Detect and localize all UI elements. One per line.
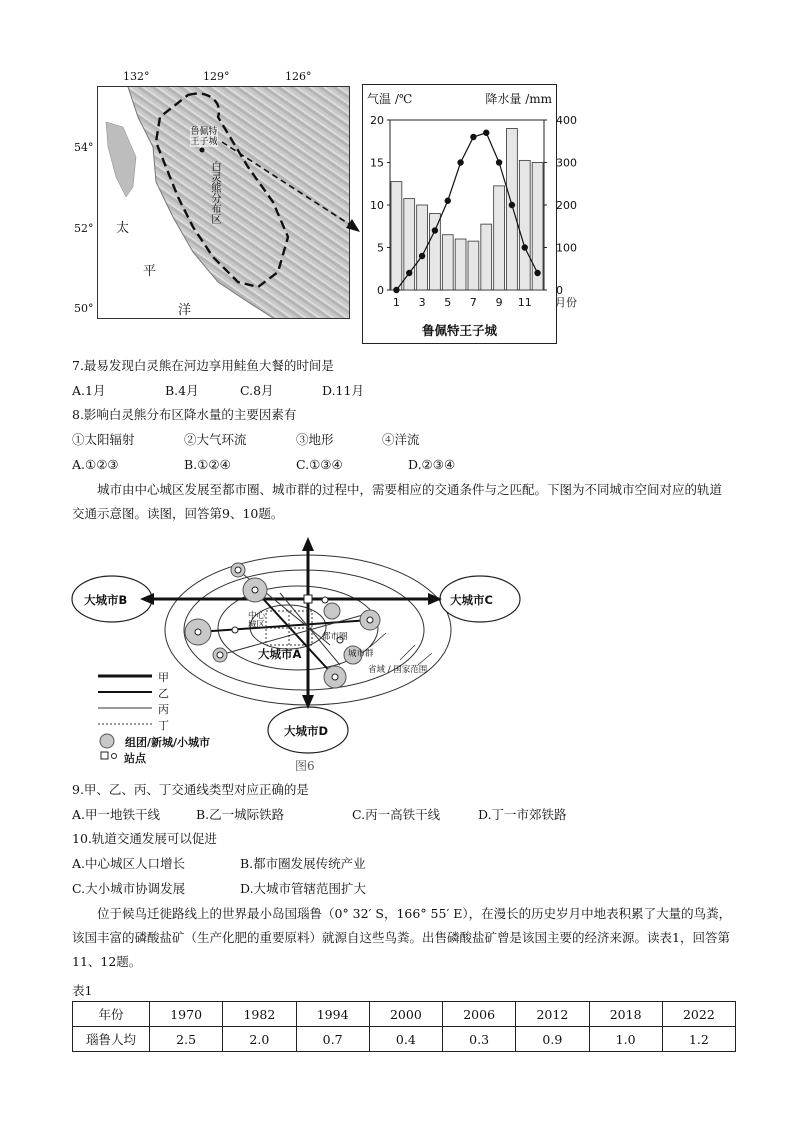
station-dot: [217, 652, 223, 658]
y-right-tick-label: 100: [556, 241, 577, 255]
region-label: 白灵熊分布区: [210, 161, 222, 224]
city-b-label: 大城市B: [84, 593, 128, 607]
q8-factor-4: ④洋流: [382, 432, 420, 447]
temperature-point: [432, 227, 438, 233]
q8-option-c[interactable]: C.①③④: [296, 457, 343, 472]
header-label-cell: 年份: [73, 1002, 150, 1027]
station-square: [304, 595, 312, 603]
q7-option-c[interactable]: C.8月: [240, 383, 274, 398]
lon-label-132: 132°: [123, 70, 150, 83]
x-tick-label: 11: [517, 296, 532, 309]
precip-bar: [391, 182, 402, 290]
pointer-arrow: [220, 140, 365, 235]
year-cell: 2000: [369, 1002, 442, 1027]
legend-yi-label: 乙: [158, 687, 169, 700]
ocean-char-tai: 太: [116, 221, 130, 236]
climate-chart: [362, 84, 577, 324]
legend-cluster-icon: [100, 734, 114, 748]
ocean-char-yang: 洋: [178, 303, 192, 318]
value-cell: 0.4: [369, 1027, 442, 1052]
legend-jia-label: 甲: [158, 671, 169, 684]
precip-bar: [404, 199, 415, 290]
q9-option-b[interactable]: B.乙一城际铁路: [196, 807, 285, 822]
data-table: [72, 1001, 736, 1052]
rail-passage: 城市由中心城区发展至都市圈、城市群的过程中，需要相应的交通条件与之匹配。下图为不同城市空间对应的轨道交通示意图。读图，回答第9、10题。: [72, 482, 723, 521]
temperature-point: [406, 270, 412, 276]
lat-label-54: 54°: [74, 141, 94, 154]
year-cell: 2012: [516, 1002, 589, 1027]
value-cell: 1.2: [662, 1027, 735, 1052]
legend-cluster-label: 组团/新城/小城市: [125, 736, 211, 749]
row-label-cell: 瑙鲁人均: [73, 1027, 150, 1052]
x-tick-label: 7: [469, 296, 477, 309]
precip-bar: [481, 224, 492, 290]
q8-factor-2: ②大气环流: [184, 432, 247, 447]
q10-option-a[interactable]: A.中心城区人口增长: [72, 856, 186, 871]
legend-station-label: 站点: [124, 752, 146, 765]
x-tick-label: 1: [392, 296, 400, 309]
q10-option-d[interactable]: D.大城市管辖范围扩大: [240, 881, 367, 896]
legend-bing-label: 丙: [158, 703, 169, 716]
metro-area-label: 都市圈: [322, 632, 348, 642]
q9-option-d[interactable]: D.丁一市郊铁路: [478, 807, 567, 822]
temperature-point: [457, 159, 463, 165]
lon-label-129: 129°: [203, 70, 230, 83]
cluster-circle: [324, 603, 340, 619]
city-c-label: 大城市C: [450, 593, 493, 607]
year-cell: 2006: [443, 1002, 516, 1027]
value-cell: 1.0: [589, 1027, 662, 1052]
y-left-tick-label: 0: [377, 284, 384, 297]
city-cluster-label: 城市群: [348, 649, 374, 659]
chart-title: 鲁佩特王子城: [421, 323, 497, 338]
precip-bar: [519, 160, 530, 290]
nauru-passage: 位于候鸟迁徙路线上的世界最小岛国瑙鲁（0° 32′ S，166° 55′ E），在漫长的历史岁月中地表积累了大量的鸟粪，该国丰富的磷酸盐矿（生产化肥的重要原料）就源自这些鸟粪。出售磷酸盐矿曾是该国主要的经济来源。读表1，回答第11、12题。: [72, 906, 732, 969]
temperature-point: [509, 202, 515, 208]
precip-bar: [430, 214, 441, 291]
station-dot: [252, 587, 258, 593]
question-7-stem: 7.最易发现白灵熊在河边享用鲑鱼大餐的时间是: [72, 358, 334, 373]
year-cell: 2018: [589, 1002, 662, 1027]
q9-option-c[interactable]: C.丙一高铁干线: [352, 807, 441, 822]
y-left-label: 气温 /℃: [367, 92, 413, 106]
table-data-row: [73, 1027, 736, 1052]
q8-option-d[interactable]: D.②③④: [408, 457, 456, 472]
year-cell: 1970: [150, 1002, 223, 1027]
q7-option-b[interactable]: B.4月: [165, 383, 199, 398]
q10-option-b[interactable]: B.都市圈发展传统产业: [240, 856, 366, 871]
question-8-stem: 8.影响白灵熊分布区降水量的主要因素有: [72, 407, 297, 422]
station-dot: [332, 674, 338, 680]
y-right-tick-label: 0: [556, 284, 563, 297]
ocean-char-ping: 平: [143, 264, 157, 279]
value-cell: 0.7: [296, 1027, 369, 1052]
y-left-tick-label: 10: [370, 199, 384, 212]
year-cell: 1994: [296, 1002, 369, 1027]
y-right-tick-label: 200: [556, 199, 577, 212]
precip-bar: [468, 241, 479, 290]
city-dot: [200, 148, 205, 153]
precip-bar: [494, 186, 505, 290]
temperature-point: [419, 253, 425, 259]
temperature-point: [496, 159, 502, 165]
figure-label: 图6: [295, 759, 315, 773]
y-right-label: 降水量 /mm: [485, 92, 552, 106]
y-left-tick-label: 15: [370, 156, 384, 170]
question-10-stem: 10.轨道交通发展可以促进: [72, 831, 217, 846]
temperature-point: [534, 270, 540, 276]
x-tick-label: 9: [495, 296, 503, 309]
y-right-tick-label: 300: [556, 156, 577, 170]
temperature-point: [393, 287, 399, 293]
temperature-point: [483, 130, 489, 136]
value-cell: 0.9: [516, 1027, 589, 1052]
q7-option-d[interactable]: D.11月: [322, 383, 364, 398]
y-left-tick-label: 5: [377, 241, 384, 255]
precip-bar: [507, 129, 518, 291]
x-tick-label: 3: [418, 296, 426, 309]
legend-ding-label: 丁: [158, 719, 169, 732]
q8-option-a[interactable]: A.①②③: [72, 457, 119, 472]
precip-bar: [442, 235, 453, 290]
lon-label-126: 126°: [285, 70, 312, 83]
table-header-row: [73, 1002, 736, 1027]
station-dot: [322, 597, 328, 603]
station-dot: [367, 617, 373, 623]
q9-option-a[interactable]: A.甲一地铁干线: [72, 807, 161, 822]
year-cell: 1982: [223, 1002, 296, 1027]
city-d-label: 大城市D: [284, 724, 329, 738]
temperature-point: [522, 244, 528, 250]
station-dot: [235, 567, 241, 573]
q8-option-b[interactable]: B.①②④: [184, 457, 231, 472]
question-9-stem: 9.甲、乙、丙、丁交通线类型对应正确的是: [72, 782, 309, 797]
q8-factor-3: ③地形: [296, 432, 334, 447]
temperature-point: [445, 198, 451, 204]
x-tick-label: 5: [444, 296, 452, 309]
q10-option-c[interactable]: C.大小城市协调发展: [72, 881, 186, 896]
station-dot: [232, 627, 238, 633]
q8-factor-1: ①太阳辐射: [72, 432, 135, 447]
legend-station-dot: [112, 754, 117, 759]
lat-label-52: 52°: [74, 222, 94, 235]
table-caption: 表1: [72, 983, 93, 998]
temperature-point: [470, 134, 476, 140]
x-axis-label: 月份: [555, 296, 577, 309]
q7-option-a[interactable]: A.1月: [72, 383, 106, 398]
y-right-tick-label: 400: [556, 114, 577, 127]
city-label: 鲁佩特王子城: [190, 127, 218, 147]
city-a-label: 大城市A: [258, 647, 302, 661]
precip-bar: [455, 239, 466, 290]
value-cell: 0.3: [443, 1027, 516, 1052]
province-scope-label: 省域 / 国家范围: [368, 665, 428, 675]
value-cell: 2.5: [150, 1027, 223, 1052]
lat-label-50: 50°: [74, 302, 94, 315]
station-dot: [195, 629, 201, 635]
value-cell: 2.0: [223, 1027, 296, 1052]
center-district-label: 中心城区: [248, 611, 266, 630]
y-left-tick-label: 20: [370, 114, 384, 127]
legend-station-square: [101, 752, 108, 759]
year-cell: 2022: [662, 1002, 735, 1027]
